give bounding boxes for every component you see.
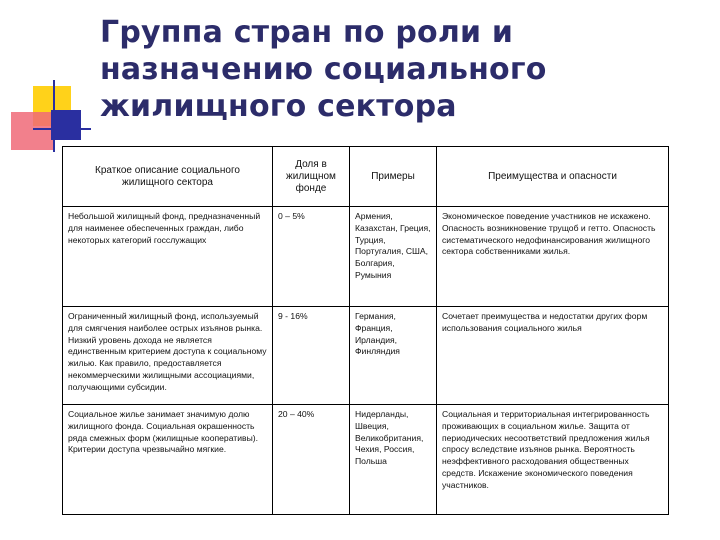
title-line-3: жилищного сектора xyxy=(100,89,457,124)
cell-notes: Сочетает преимущества и недостатки других форм использования социального жилья xyxy=(437,307,669,405)
cell-description: Ограниченный жилищный фонд, используемый для смягчения наиболее острых изъянов рынка. Низкий уровень дохода не является единственным критерием доступа к социальному жилью. Как правило, предоставляется некоммерческими жилищными ассоциациями, получающими субсидии. xyxy=(63,307,273,405)
decor-blue-square xyxy=(51,110,81,140)
cell-examples: Нидерланды, Швеция, Великобритания, Чехия, Россия, Польша xyxy=(350,405,437,515)
table-row xyxy=(63,207,669,307)
cell-share: 0 – 5% xyxy=(273,207,350,307)
decor-red-square xyxy=(11,112,55,150)
cell-notes: Экономическое поведение участников не искажено. Опасность возникновение трущоб и гетто. Опасность систематического недофинансирования жилищного сектора собственниками жилья. xyxy=(437,207,669,307)
cell-notes: Социальная и территориальная интегрированность проживающих в социальном жилье. Защита от периодических несоответствий предложения жилья спросу вследствие изъянов рынка. Вероятность неэффективного расходования общественных средств. Искажение экономического поведения участников. xyxy=(437,405,669,515)
header-notes: Преимущества и опасности xyxy=(437,147,669,207)
cell-description: Небольшой жилищный фонд, предназначенный для наименее обеспеченных граждан, либо некоторых категорий госслужащих xyxy=(63,207,273,307)
decor-horizontal-line xyxy=(33,128,91,130)
table-row xyxy=(63,405,669,515)
header-share: Доля в жилищном фонде xyxy=(273,147,350,207)
slide-title xyxy=(100,14,660,125)
cell-examples: Армения, Казахстан, Греция, Турция, Португалия, США, Болгария, Румыния xyxy=(350,207,437,307)
decor-vertical-line xyxy=(53,80,55,152)
header-description: Краткое описание социального жилищного сектора xyxy=(63,147,273,207)
cell-share: 9 - 16% xyxy=(273,307,350,405)
table-row xyxy=(63,307,669,405)
title-line-2: назначению социального xyxy=(100,52,547,87)
title-line-1: Группа стран по роли и xyxy=(100,15,514,50)
cell-share: 20 – 40% xyxy=(273,405,350,515)
cell-description: Социальное жилье занимает значимую долю жилищного фонда. Социальная окрашенность ряда смежных форм (жилищные кооперативы). Критерии доступа чрезвычайно мягкие. xyxy=(63,405,273,515)
header-examples: Примеры xyxy=(350,147,437,207)
countries-table xyxy=(62,146,669,515)
cell-examples: Германия, Франция, Ирландия, Финляндия xyxy=(350,307,437,405)
table-header-row xyxy=(63,147,669,207)
